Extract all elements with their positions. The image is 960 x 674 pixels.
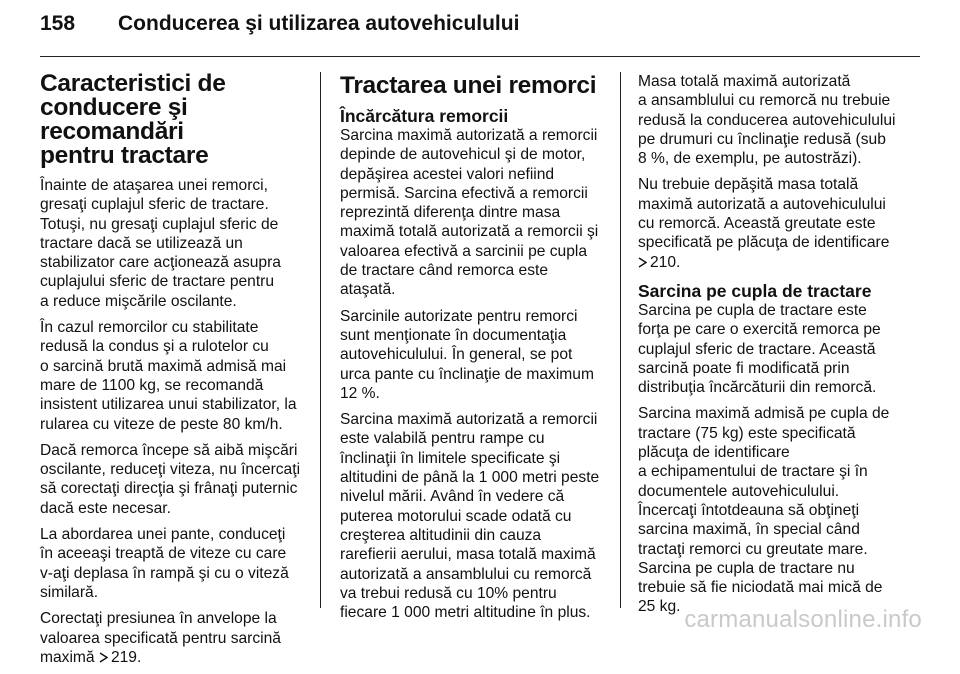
paragraph: Sarcina maximă autorizată a remorcii este valabilă pentru rampe cu înclinaţii în limitele specificate şi altitudini de până la 1 000 metri peste nivelul mării. Având în vedere că puterea motorului scade odată cu creşterea altitudinii din cauza rarefierii aerului, masa totală maximă autorizată a ansamblului cu remorcă va trebui redusă cu 10% pentru fiecare 1 000 metri altitudine în plus. — [340, 411, 600, 622]
paragraph-text: Nu trebuie depăşită masa totală maximă autorizată a autovehiculului cu remorcă. Această greutate este specificată pe plăcuţa de identificare — [638, 176, 890, 252]
page-reference-link[interactable]: 210. — [650, 253, 681, 271]
column-2 — [340, 72, 612, 629]
paragraph-with-reference — [638, 175, 920, 271]
column-3 — [638, 72, 920, 624]
paragraph: Sarcina maximă admisă pe cupla de tractare (75 kg) este specificată plăcuţa de identificare a echipamentului de tractare şi în documentele autovehiculului. Încercaţi întotdeauna să obţineţi sarcina maximă, în special când tractaţi remorci cu greutate mare. Sarcina pe cupla de tractare nu trebuie să fie niciodată mai mică de 25 kg. — [638, 405, 890, 616]
paragraph: Sarcinile autorizate pentru remorci sunt menţionate în documentaţia autovehiculului. În general, se pot urca pante cu înclinaţie de maximum 12 %. — [340, 307, 594, 402]
paragraph: În cazul remorcilor cu stabilitate redusă la condus şi a rulotelor cu o sarcină brută maximă admisă mai mare de 1100 kg, se recomandă insistent utilizarea unui stabilizator, la rularea cu viteze de peste 80 km/h. — [40, 319, 297, 433]
subheading-trailer-load: Încărcătura remorcii — [340, 106, 509, 126]
page-reference-arrow-icon — [99, 652, 108, 663]
paragraph: Sarcina pe cupla de tractare este forţa pe care o exercită remorca pe cuplajul sferic de tractare. Această sarcină poate fi modificată prin distribuţia încărcăturii din remorcă. — [638, 301, 881, 397]
subheading-coupling-load: Sarcina pe cupla de tractare — [638, 280, 872, 301]
paragraph-with-reference — [40, 609, 312, 667]
paragraph: Sarcina maximă autorizată a remorcii depinde de autovehicul şi de motor, depăşirea acestei valori nefiind permisă. Sarcina efectivă a remorcii reprezintă diferenţa dintre masa maximă totală autorizată a remorcii şi valoarea efectivă a sarcinii pe cupla de tractare când remorca este ataşată. — [340, 127, 599, 299]
watermark: carmanualsonline.info — [684, 606, 922, 633]
section-heading-trailer-towing: Tractarea unei remorci — [340, 72, 597, 99]
paragraph: Dacă remorca începe să aibă mişcări oscilante, reduceţi viteza, nu încercaţi să corectaţi direcţia şi frânaţi puternic dacă este necesar. — [40, 441, 301, 517]
column-1 — [40, 72, 312, 674]
paragraph-text: Corectaţi presiunea în anvelope la valoarea specificată pentru sarcină maximă — [40, 610, 281, 666]
page-number: 158 — [40, 12, 76, 35]
page-reference-link[interactable]: 219. — [110, 648, 142, 666]
paragraph: La abordarea unei pante, conduceţi în aceeaşi treaptă de viteze cu care v-aţi deplasa în rampă şi cu o viteză similară. — [40, 526, 289, 601]
page-header — [40, 12, 920, 48]
chapter-title: Conducerea şi utilizarea autovehiculului — [118, 12, 520, 35]
page-reference-arrow-icon — [638, 257, 647, 268]
header-rule — [40, 56, 920, 57]
column-divider — [620, 72, 621, 608]
column-divider — [320, 72, 321, 608]
paragraph: Masa totală maximă autorizată a ansamblului cu remorcă nu trebuie redusă la conducerea autovehiculului pe drumuri cu înclinaţie redusă (sub 8 %, de exemplu, pe autostrăzi). — [638, 73, 896, 168]
section-heading-driving-characteristics: Caracteristici de conducere şi recomandări pentru tractare — [40, 70, 226, 169]
paragraph: Înainte de ataşarea unei remorci, gresaţi cuplajul sferic de tractare. Totuşi, nu gresaţi cuplajul sferic de tractare dacă se utilizează un stabilizator care acţionează asupra cuplajului sferic de tractare pentru a reduce mişcările oscilante. — [40, 177, 281, 310]
